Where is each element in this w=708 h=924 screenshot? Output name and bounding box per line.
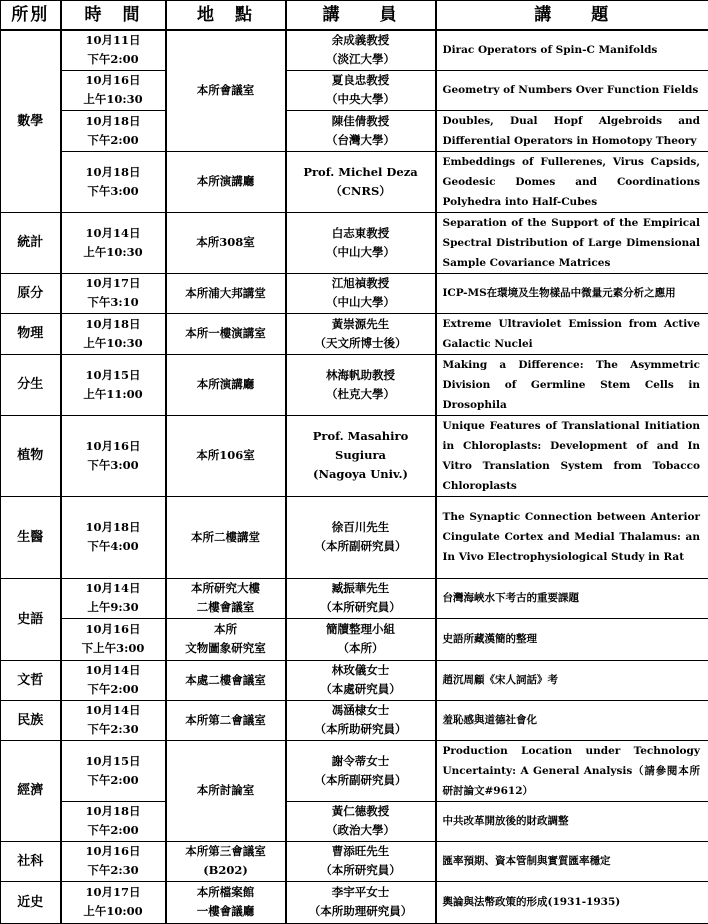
place-line: 本所演講廳 — [169, 375, 283, 394]
speaker-line: （中央大學） — [289, 90, 433, 109]
speaker-line: （杜克大學） — [289, 385, 433, 404]
time-cell — [61, 618, 166, 660]
dept-cell: 史語 — [1, 578, 61, 660]
speaker-cell — [286, 30, 436, 70]
topic-cell: 羞恥感與道德社會化 — [436, 700, 708, 740]
time-text: 下午2:30 — [64, 861, 163, 880]
date-text: 10月14日 — [64, 224, 163, 243]
speaker-cell — [286, 313, 436, 354]
speaker-line: 林海帆助教授 — [289, 366, 433, 385]
place-cell — [166, 881, 286, 923]
place-line: 二樓會議室 — [169, 598, 283, 617]
speaker-line: （本所副研究員） — [289, 771, 433, 790]
place-line: 本所 — [169, 620, 283, 639]
table-row — [1, 700, 708, 740]
topic-cell: Separation of the Support of the Empirical Spectral Distribution of Large Dimensional Sample Covariance Matrices — [436, 212, 708, 273]
speaker-line: 臧振華先生 — [289, 579, 433, 598]
place-line: 本處二樓會議室 — [169, 671, 283, 690]
date-text: 10月16日 — [64, 842, 163, 861]
topic-cell: 輿論與法幣政策的形成(1931-1935) — [436, 881, 708, 923]
speaker-cell — [286, 354, 436, 415]
speaker-line: （本所助理研究員） — [289, 902, 433, 921]
time-cell — [61, 881, 166, 923]
place-line: 本所一樓演講室 — [169, 324, 283, 343]
date-text: 10月17日 — [64, 883, 163, 902]
speaker-line: 徐百川先生 — [289, 518, 433, 537]
topic-cell: 台灣海峽水下考古的重要課題 — [436, 578, 708, 618]
topic-cell: 匯率預期、資本管制與實質匯率穩定 — [436, 841, 708, 881]
speaker-cell — [286, 700, 436, 740]
dept-cell: 經濟 — [1, 740, 61, 841]
time-cell — [61, 30, 166, 70]
speaker-line: Prof. Masahiro — [289, 427, 433, 446]
time-cell — [61, 700, 166, 740]
date-text: 10月16日 — [64, 437, 163, 456]
table-row — [1, 740, 708, 801]
speaker-cell — [286, 70, 436, 110]
speaker-line: 謝令蒂女士 — [289, 752, 433, 771]
speaker-cell — [286, 496, 436, 578]
speaker-line: （台灣大學） — [289, 131, 433, 150]
time-cell — [61, 354, 166, 415]
date-text: 10月14日 — [64, 701, 163, 720]
speaker-line: 黃崇源先生 — [289, 315, 433, 334]
speaker-line: 夏良忠教授 — [289, 71, 433, 90]
time-text: 上午10:30 — [64, 243, 163, 262]
date-text: 10月15日 — [64, 366, 163, 385]
table-row — [1, 30, 708, 70]
speaker-line: （中山大學） — [289, 243, 433, 262]
speaker-line: Prof. Michel Deza — [289, 163, 433, 182]
date-text: 10月14日 — [64, 661, 163, 680]
time-cell — [61, 660, 166, 700]
speaker-cell — [286, 212, 436, 273]
speaker-cell — [286, 801, 436, 841]
place-line: 本所二樓講堂 — [169, 528, 283, 547]
speaker-line: 江旭禎教授 — [289, 274, 433, 293]
topic-cell: ICP-MS在環境及生物樣品中微量元素分析之應用 — [436, 273, 708, 313]
header-dept: 所別 — [1, 1, 61, 31]
speaker-line: （CNRS） — [289, 182, 433, 201]
speaker-cell — [286, 110, 436, 151]
time-text: 下上午3:00 — [64, 639, 163, 658]
time-text: 上午9:30 — [64, 598, 163, 617]
table-row — [1, 110, 708, 151]
date-text: 10月14日 — [64, 579, 163, 598]
speaker-cell — [286, 415, 436, 496]
header-place: 地 點 — [166, 1, 286, 31]
place-cell — [166, 415, 286, 496]
place-line: (B202) — [169, 861, 283, 880]
place-cell — [166, 578, 286, 618]
speaker-line: （本所） — [289, 639, 433, 658]
place-cell — [166, 660, 286, 700]
table-row — [1, 354, 708, 415]
speaker-line: （本處研究員） — [289, 680, 433, 699]
speaker-line: 余成義教授 — [289, 31, 433, 50]
place-line: 本所308室 — [169, 233, 283, 252]
speaker-line: 簡牘整理小組 — [289, 620, 433, 639]
place-line: 本所106室 — [169, 446, 283, 465]
time-text: 下午2:00 — [64, 680, 163, 699]
table-row — [1, 618, 708, 660]
header-topic: 講 題 — [436, 1, 708, 31]
header-row — [1, 1, 708, 31]
speaker-line: （本所副研究員） — [289, 537, 433, 556]
speaker-cell — [286, 841, 436, 881]
dept-cell: 植物 — [1, 415, 61, 496]
topic-cell: Doubles, Dual Hopf Algebroids and Differential Operators in Homotopy Theory — [436, 110, 708, 151]
date-text: 10月18日 — [64, 518, 163, 537]
time-text: 下午3:10 — [64, 293, 163, 312]
speaker-cell — [286, 740, 436, 801]
date-text: 10月17日 — [64, 274, 163, 293]
time-text: 下午3:00 — [64, 456, 163, 475]
date-text: 10月18日 — [64, 802, 163, 821]
dept-cell: 文哲 — [1, 660, 61, 700]
time-text: 下午4:00 — [64, 537, 163, 556]
dept-cell: 原分 — [1, 273, 61, 313]
topic-cell: Extreme Ultraviolet Emission from Active Galactic Nuclei — [436, 313, 708, 354]
place-cell — [166, 212, 286, 273]
speaker-cell — [286, 881, 436, 923]
header-speaker: 講 員 — [286, 1, 436, 31]
place-cell — [166, 740, 286, 841]
date-text: 10月16日 — [64, 620, 163, 639]
place-line: 本所第二會議室 — [169, 711, 283, 730]
table-row — [1, 415, 708, 496]
topic-cell: Making a Difference: The Asymmetric Division of Germline Stem Cells in Drosophila — [436, 354, 708, 415]
time-cell — [61, 841, 166, 881]
speaker-line: 馮涵棣女士 — [289, 701, 433, 720]
time-cell — [61, 110, 166, 151]
dept-cell: 社科 — [1, 841, 61, 881]
time-text: 下午2:00 — [64, 771, 163, 790]
speaker-line: 曹添旺先生 — [289, 842, 433, 861]
date-text: 10月16日 — [64, 71, 163, 90]
time-text: 上午11:00 — [64, 385, 163, 404]
time-cell — [61, 151, 166, 212]
time-text: 下午2:00 — [64, 50, 163, 69]
place-line: 文物圖象研究室 — [169, 639, 283, 658]
time-cell — [61, 578, 166, 618]
place-line: 一樓會議廳 — [169, 902, 283, 921]
speaker-line: （中山大學） — [289, 293, 433, 312]
place-line: 本所研究大樓 — [169, 579, 283, 598]
speaker-line: 陳佳倩教授 — [289, 112, 433, 131]
table-row — [1, 578, 708, 618]
speaker-line: 白志東教授 — [289, 224, 433, 243]
time-cell — [61, 273, 166, 313]
table-row — [1, 801, 708, 841]
table-row — [1, 273, 708, 313]
place-line: 本所浦大邦講堂 — [169, 284, 283, 303]
place-line: 本所討論室 — [169, 781, 283, 800]
speaker-line: （本所助研究員） — [289, 720, 433, 739]
speaker-line: (Nagoya Univ.) — [289, 465, 433, 484]
speaker-cell — [286, 618, 436, 660]
place-line: 本所會議室 — [169, 81, 283, 100]
place-cell — [166, 273, 286, 313]
time-text: 下午3:00 — [64, 182, 163, 201]
table-row — [1, 660, 708, 700]
place-cell — [166, 841, 286, 881]
table-row — [1, 70, 708, 110]
date-text: 10月11日 — [64, 31, 163, 50]
date-text: 10月18日 — [64, 163, 163, 182]
speaker-line: 李宇平女士 — [289, 883, 433, 902]
time-cell — [61, 212, 166, 273]
topic-cell: Unique Features of Translational Initiation in Chloroplasts: Development of and In Vitro Translation System from Tobacco Chloroplasts — [436, 415, 708, 496]
time-text: 上午10:00 — [64, 902, 163, 921]
time-text: 下午2:00 — [64, 821, 163, 840]
place-cell — [166, 30, 286, 151]
speaker-line: （天文所博士後） — [289, 334, 433, 353]
date-text: 10月18日 — [64, 315, 163, 334]
place-cell — [166, 313, 286, 354]
topic-cell: The Synaptic Connection between Anterior Cingulate Cortex and Medial Thalamus: an In Vivo Electrophysiological Study in Rat — [436, 496, 708, 578]
dept-cell: 生醫 — [1, 496, 61, 578]
speaker-line: 黃仁德教授 — [289, 802, 433, 821]
speaker-cell — [286, 660, 436, 700]
speaker-line: （政治大學） — [289, 821, 433, 840]
topic-cell: Embeddings of Fullerenes, Virus Capsids, Geodesic Domes and Coordinations Polyhedra into Half-Cubes — [436, 151, 708, 212]
dept-cell: 統計 — [1, 212, 61, 273]
dept-cell: 分生 — [1, 354, 61, 415]
table-row — [1, 841, 708, 881]
time-text: 上午10:30 — [64, 90, 163, 109]
table-row — [1, 496, 708, 578]
place-line: 本所第三會議室 — [169, 842, 283, 861]
topic-cell: 趙沉周顧《宋人詞話》考 — [436, 660, 708, 700]
time-cell — [61, 313, 166, 354]
speaker-line: Sugiura — [289, 446, 433, 465]
time-cell — [61, 740, 166, 801]
speaker-line: （淡江大學） — [289, 50, 433, 69]
time-text: 下午2:00 — [64, 131, 163, 150]
time-text: 下午2:30 — [64, 720, 163, 739]
place-line: 本所演講廳 — [169, 172, 283, 191]
speaker-line: 林玫儀女士 — [289, 661, 433, 680]
speaker-cell — [286, 273, 436, 313]
table-row — [1, 313, 708, 354]
place-cell — [166, 496, 286, 578]
schedule-body — [1, 30, 708, 923]
topic-cell: Production Location under Technology Uncertainty: A General Analysis（請參閱本所研討論文#9612） — [436, 740, 708, 801]
time-cell — [61, 496, 166, 578]
place-cell — [166, 354, 286, 415]
topic-cell: Dirac Operators of Spin-C Manifolds — [436, 30, 708, 70]
speaker-line: （本所研究員） — [289, 861, 433, 880]
topic-cell: Geometry of Numbers Over Function Fields — [436, 70, 708, 110]
time-cell — [61, 801, 166, 841]
time-text: 上午10:30 — [64, 334, 163, 353]
time-cell — [61, 415, 166, 496]
place-line: 本所檔案館 — [169, 883, 283, 902]
header-time: 時 間 — [61, 1, 166, 31]
place-cell — [166, 618, 286, 660]
time-cell — [61, 70, 166, 110]
date-text: 10月15日 — [64, 752, 163, 771]
topic-cell: 史語所藏漢簡的整理 — [436, 618, 708, 660]
dept-cell: 數學 — [1, 30, 61, 212]
table-row — [1, 212, 708, 273]
topic-cell: 中共改革開放後的財政調整 — [436, 801, 708, 841]
table-row — [1, 151, 708, 212]
date-text: 10月18日 — [64, 112, 163, 131]
table-row — [1, 881, 708, 923]
place-cell — [166, 151, 286, 212]
speaker-cell — [286, 578, 436, 618]
dept-cell: 物理 — [1, 313, 61, 354]
dept-cell: 近史 — [1, 881, 61, 923]
dept-cell: 民族 — [1, 700, 61, 740]
speaker-line: （本所研究員） — [289, 598, 433, 617]
place-cell — [166, 700, 286, 740]
speaker-cell — [286, 151, 436, 212]
